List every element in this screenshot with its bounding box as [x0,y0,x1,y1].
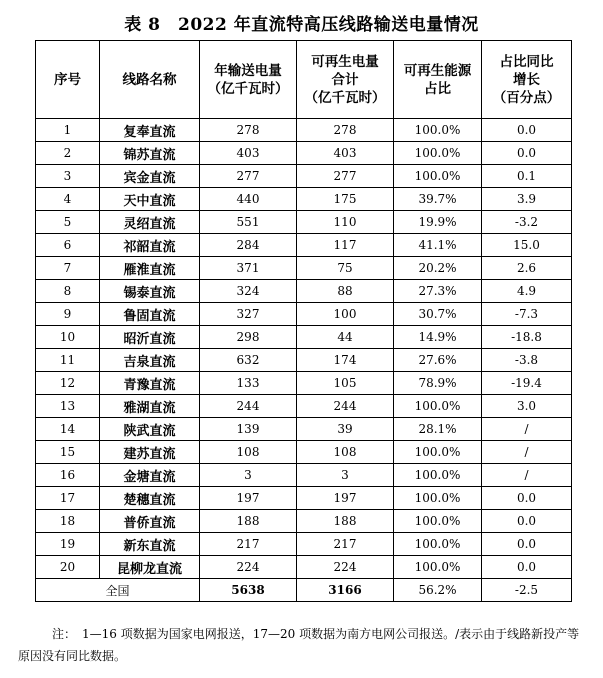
cell-growth: -18.8 [482,326,572,349]
cell-annual: 551 [200,211,297,234]
cell-renewable: 188 [297,510,394,533]
total-annual: 5638 [200,579,297,602]
cell-share: 100.0% [394,556,482,579]
table-row [36,510,572,533]
cell-growth: 0.0 [482,556,572,579]
cell-growth: 0.1 [482,165,572,188]
cell-no: 19 [36,533,100,556]
cell-annual: 188 [200,510,297,533]
table-row [36,372,572,395]
cell-no: 8 [36,280,100,303]
total-label: 全国 [36,579,200,602]
cell-name: 祁韶直流 [100,234,200,257]
cell-renewable: 39 [297,418,394,441]
cell-annual: 327 [200,303,297,326]
cell-share: 28.1% [394,418,482,441]
table-row [36,464,572,487]
cell-growth: -3.2 [482,211,572,234]
cell-share: 27.3% [394,280,482,303]
cell-no: 16 [36,464,100,487]
cell-name: 宾金直流 [100,165,200,188]
cell-share: 100.0% [394,395,482,418]
cell-name: 天中直流 [100,188,200,211]
cell-name: 灵绍直流 [100,211,200,234]
cell-annual: 139 [200,418,297,441]
cell-no: 17 [36,487,100,510]
cell-renewable: 75 [297,257,394,280]
cell-annual: 371 [200,257,297,280]
table-row [36,280,572,303]
cell-annual: 197 [200,487,297,510]
table-row [36,487,572,510]
cell-renewable: 224 [297,556,394,579]
cell-no: 14 [36,418,100,441]
cell-growth: / [482,418,572,441]
cell-annual: 278 [200,119,297,142]
cell-growth: -3.8 [482,349,572,372]
cell-annual: 403 [200,142,297,165]
cell-share: 100.0% [394,441,482,464]
transmission-table [35,40,572,602]
cell-no: 7 [36,257,100,280]
header-share: 可再生能源 占比 [394,41,482,119]
header-annual: 年输送电量 （亿千瓦时） [200,41,297,119]
header-row [36,41,572,119]
cell-name: 建苏直流 [100,441,200,464]
cell-renewable: 105 [297,372,394,395]
cell-share: 39.7% [394,188,482,211]
cell-share: 30.7% [394,303,482,326]
table-row [36,211,572,234]
cell-share: 41.1% [394,234,482,257]
cell-name: 普侨直流 [100,510,200,533]
cell-share: 100.0% [394,533,482,556]
cell-no: 5 [36,211,100,234]
table-row [36,441,572,464]
cell-renewable: 197 [297,487,394,510]
cell-name: 昆柳龙直流 [100,556,200,579]
cell-renewable: 108 [297,441,394,464]
cell-growth: -19.4 [482,372,572,395]
cell-no: 20 [36,556,100,579]
total-row [36,579,572,602]
cell-renewable: 44 [297,326,394,349]
cell-renewable: 117 [297,234,394,257]
cell-growth: 4.9 [482,280,572,303]
cell-no: 11 [36,349,100,372]
cell-renewable: 88 [297,280,394,303]
table-row [36,188,572,211]
cell-growth: 0.0 [482,533,572,556]
cell-annual: 133 [200,372,297,395]
cell-no: 2 [36,142,100,165]
cell-name: 楚穗直流 [100,487,200,510]
cell-share: 100.0% [394,464,482,487]
cell-name: 雅湖直流 [100,395,200,418]
cell-name: 鲁固直流 [100,303,200,326]
table-title: 表 8 2022 年直流特高压线路输送电量情况 [124,15,479,35]
cell-share: 100.0% [394,510,482,533]
cell-name: 青豫直流 [100,372,200,395]
cell-no: 3 [36,165,100,188]
table-row [36,395,572,418]
cell-share: 100.0% [394,142,482,165]
cell-annual: 244 [200,395,297,418]
cell-share: 19.9% [394,211,482,234]
cell-annual: 284 [200,234,297,257]
cell-name: 陕武直流 [100,418,200,441]
cell-no: 18 [36,510,100,533]
cell-name: 吉泉直流 [100,349,200,372]
cell-name: 新东直流 [100,533,200,556]
cell-no: 12 [36,372,100,395]
cell-renewable: 278 [297,119,394,142]
table-row [36,119,572,142]
cell-renewable: 174 [297,349,394,372]
table-row [36,556,572,579]
cell-share: 27.6% [394,349,482,372]
header-line-name: 线路名称 [100,41,200,119]
table-row [36,234,572,257]
cell-name: 金塘直流 [100,464,200,487]
cell-share: 20.2% [394,257,482,280]
cell-growth: 0.0 [482,510,572,533]
table-row [36,533,572,556]
header-renewable: 可再生电量 合计 （亿千瓦时） [297,41,394,119]
cell-annual: 440 [200,188,297,211]
cell-share: 14.9% [394,326,482,349]
cell-renewable: 403 [297,142,394,165]
total-renewable: 3166 [297,579,394,602]
cell-name: 雁淮直流 [100,257,200,280]
footnote: 注： 1—16 项数据为国家电网报送，17—20 项数据为南方电网公司报送。/表示由于线路新投产等原因没有同比数据。 [18,627,580,663]
header-growth: 占比同比 增长 （百分点） [482,41,572,119]
total-growth: -2.5 [482,579,572,602]
cell-name: 昭沂直流 [100,326,200,349]
cell-growth: -7.3 [482,303,572,326]
cell-growth: 3.9 [482,188,572,211]
cell-share: 100.0% [394,119,482,142]
cell-growth: 2.6 [482,257,572,280]
table-row [36,326,572,349]
cell-annual: 324 [200,280,297,303]
cell-renewable: 175 [297,188,394,211]
cell-annual: 108 [200,441,297,464]
cell-growth: 0.0 [482,142,572,165]
cell-no: 6 [36,234,100,257]
cell-share: 100.0% [394,487,482,510]
cell-share: 78.9% [394,372,482,395]
cell-no: 4 [36,188,100,211]
total-share: 56.2% [394,579,482,602]
cell-no: 1 [36,119,100,142]
cell-annual: 632 [200,349,297,372]
table-row [36,418,572,441]
cell-renewable: 244 [297,395,394,418]
header-no: 序号 [36,41,100,119]
cell-name: 复奉直流 [100,119,200,142]
cell-growth: / [482,441,572,464]
cell-growth: 15.0 [482,234,572,257]
cell-growth: 3.0 [482,395,572,418]
cell-renewable: 277 [297,165,394,188]
cell-growth: 0.0 [482,487,572,510]
cell-renewable: 100 [297,303,394,326]
cell-renewable: 110 [297,211,394,234]
cell-annual: 217 [200,533,297,556]
cell-share: 100.0% [394,165,482,188]
cell-name: 锦苏直流 [100,142,200,165]
cell-growth: 0.0 [482,119,572,142]
cell-growth: / [482,464,572,487]
cell-no: 15 [36,441,100,464]
table-row [36,257,572,280]
cell-annual: 224 [200,556,297,579]
cell-no: 9 [36,303,100,326]
cell-annual: 298 [200,326,297,349]
table-row [36,165,572,188]
cell-annual: 277 [200,165,297,188]
table-row [36,349,572,372]
cell-renewable: 217 [297,533,394,556]
table-row [36,303,572,326]
table-row [36,142,572,165]
cell-name: 锡泰直流 [100,280,200,303]
cell-renewable: 3 [297,464,394,487]
cell-no: 13 [36,395,100,418]
cell-no: 10 [36,326,100,349]
cell-annual: 3 [200,464,297,487]
